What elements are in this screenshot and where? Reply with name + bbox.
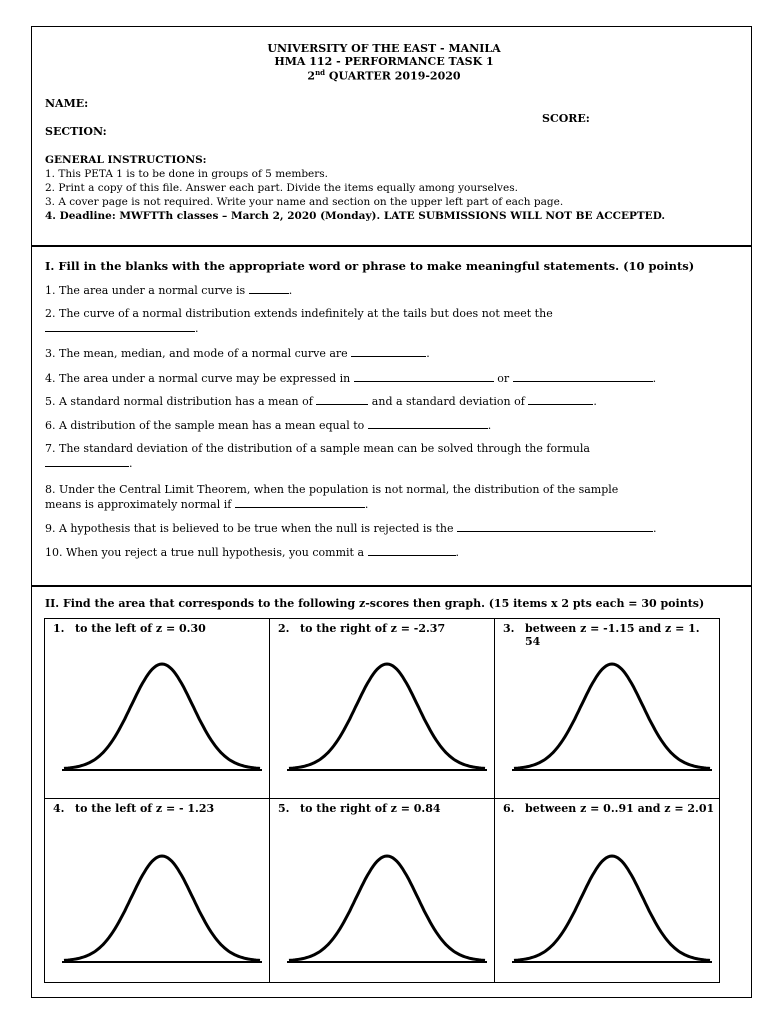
graph-item-label <box>53 802 214 815</box>
graph-cell <box>269 798 495 983</box>
normal-curve <box>284 851 490 971</box>
quarter-title: 2nd QUARTER 2019-2020 <box>307 68 461 83</box>
answer-blank[interactable] <box>235 497 365 508</box>
answer-blank[interactable] <box>249 283 289 294</box>
divider <box>32 585 752 587</box>
graph-item-label <box>503 622 700 648</box>
bell-curve <box>64 664 260 768</box>
graph-item-label <box>53 622 206 635</box>
item-number: 3. <box>503 622 515 635</box>
bell-curve <box>289 856 485 960</box>
instruction-item: 4. Deadline: MWFTTh classes – March 2, 2020 (Monday). LATE SUBMISSIONS WILL NOT BE ACCEPTED. <box>45 210 666 222</box>
normal-curve <box>509 659 715 779</box>
bell-curve <box>514 664 710 768</box>
university-title: UNIVERSITY OF THE EAST - MANILA <box>267 42 501 55</box>
graph-cell <box>44 618 270 799</box>
graph-cell <box>269 618 495 799</box>
question-6: 6. A distribution of the sample mean has a mean equal to . <box>45 419 492 432</box>
item-number: 6. <box>503 802 515 815</box>
normal-curve <box>59 659 265 779</box>
normal-curve <box>509 851 715 971</box>
answer-blank[interactable] <box>368 418 488 429</box>
name-label: NAME: <box>45 97 89 110</box>
bell-curve <box>514 856 710 960</box>
graph-cell <box>494 798 720 983</box>
part1-title: I. Fill in the blanks with the appropriate word or phrase to make meaningful statements. (10 points) <box>45 259 695 273</box>
instruction-item: 3. A cover page is not required. Write your name and section on the upper left part of each page. <box>45 196 564 208</box>
section-label: SECTION: <box>45 125 107 138</box>
item-text: to the left of z = 0.30 <box>75 622 206 635</box>
question-4: 4. The area under a normal curve may be expressed in or . <box>45 372 657 385</box>
normal-curve <box>59 851 265 971</box>
question-2: 2. The curve of a normal distribution extends indefinitely at the tails but does not meet the . <box>45 307 553 335</box>
item-text: between z = 0..91 and z = 2.01 <box>525 802 715 815</box>
answer-blank[interactable] <box>45 456 129 467</box>
graph-cell <box>44 798 270 983</box>
item-number: 4. <box>53 802 65 815</box>
question-3: 3. The mean, median, and mode of a normal curve are . <box>45 347 430 360</box>
instruction-item: 2. Print a copy of this file. Answer each part. Divide the items equally among yourselves. <box>45 182 518 194</box>
normal-curve <box>284 659 490 779</box>
graph-item-label <box>278 802 441 815</box>
answer-blank[interactable] <box>351 346 426 357</box>
answer-blank[interactable] <box>513 371 653 382</box>
answer-blank[interactable] <box>354 371 494 382</box>
question-8: 8. Under the Central Limit Theorem, when the population is not normal, the distribution of the sample means is approximately normal if . <box>45 483 619 511</box>
answer-blank[interactable] <box>316 394 368 405</box>
instructions-title: GENERAL INSTRUCTIONS: <box>45 154 207 166</box>
question-10: 10. When you reject a true null hypothesis, you commit a . <box>45 546 460 559</box>
general-instructions <box>45 153 665 223</box>
answer-blank[interactable] <box>45 321 195 332</box>
score-label: SCORE: <box>542 112 590 125</box>
bell-curve <box>289 664 485 768</box>
answer-blank[interactable] <box>528 394 593 405</box>
answer-blank[interactable] <box>368 545 456 556</box>
divider <box>32 245 752 247</box>
question-5: 5. A standard normal distribution has a mean of and a standard deviation of . <box>45 395 597 408</box>
item-text: between z = -1.15 and z = 1. <box>525 622 700 635</box>
question-7: 7. The standard deviation of the distribution of a sample mean can be solved through the formula . <box>45 442 590 470</box>
course-title: HMA 112 - PERFORMANCE TASK 1 <box>274 55 494 68</box>
answer-blank[interactable] <box>457 521 653 532</box>
item-text: to the right of z = 0.84 <box>300 802 441 815</box>
question-1: 1. The area under a normal curve is . <box>45 284 293 297</box>
bell-curve <box>64 856 260 960</box>
graph-item-label <box>503 802 714 815</box>
item-text: to the right of z = -2.37 <box>300 622 446 635</box>
item-text: to the left of z = - 1.23 <box>75 802 215 815</box>
item-number: 2. <box>278 622 290 635</box>
item-number: 1. <box>53 622 65 635</box>
graph-item-label <box>278 622 445 635</box>
item-number: 5. <box>278 802 290 815</box>
question-9: 9. A hypothesis that is believed to be true when the null is rejected is the . <box>45 522 657 535</box>
part2-title: II. Find the area that corresponds to the following z-scores then graph. (15 items x 2 pts each = 30 points) <box>45 597 705 610</box>
instruction-item: 1. This PETA 1 is to be done in groups of 5 members. <box>45 168 328 180</box>
item-text-continued: 54 <box>525 635 541 648</box>
graph-cell <box>494 618 720 799</box>
